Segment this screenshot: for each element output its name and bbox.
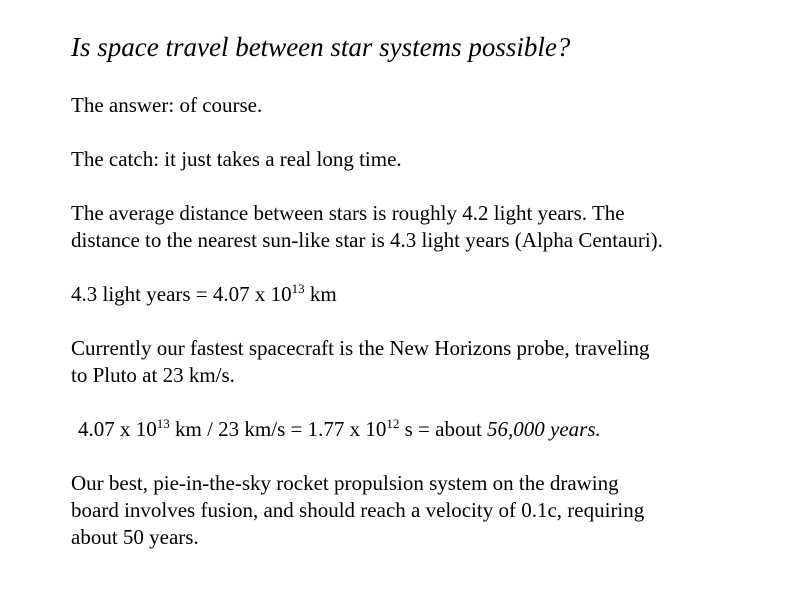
fusion-line-2: board involves fusion, and should reach a velocity of 0.1c, requiring — [71, 498, 645, 522]
calc-result: 56,000 years. — [487, 417, 601, 441]
fusion-paragraph — [71, 470, 781, 551]
spacecraft-line-2: to Pluto at 23 km/s. — [71, 363, 235, 387]
conversion-unit: km — [304, 282, 337, 306]
conversion-exponent: 13 — [291, 281, 305, 296]
slide-content — [71, 30, 781, 551]
distance-paragraph — [71, 200, 781, 254]
fusion-line-3: about 50 years. — [71, 525, 199, 549]
conversion-equation — [71, 281, 781, 308]
spacecraft-paragraph — [71, 335, 781, 389]
answer-text: The answer: of course. — [71, 93, 263, 117]
calc-part-3: s = about — [399, 417, 488, 441]
calc-part-1: 4.07 x 10 — [78, 417, 157, 441]
calc-part-2: km / 23 km/s = 1.77 x 10 — [169, 417, 387, 441]
distance-line-2: distance to the nearest sun-like star is 4.3 light years (Alpha Centauri). — [71, 228, 663, 252]
travel-time-calculation — [71, 416, 781, 443]
calc-exponent-2: 12 — [386, 416, 400, 431]
catch-text: The catch: it just takes a real long time. — [71, 147, 402, 171]
distance-line-1: The average distance between stars is roughly 4.2 light years. The — [71, 201, 625, 225]
slide-title: Is space travel between star systems possible? — [71, 32, 571, 62]
fusion-line-1: Our best, pie-in-the-sky rocket propulsion system on the drawing — [71, 471, 619, 495]
spacecraft-line-1: Currently our fastest spacecraft is the New Horizons probe, traveling — [71, 336, 650, 360]
conversion-lhs: 4.3 light years = 4.07 x 10 — [71, 282, 292, 306]
calc-exponent-1: 13 — [156, 416, 170, 431]
